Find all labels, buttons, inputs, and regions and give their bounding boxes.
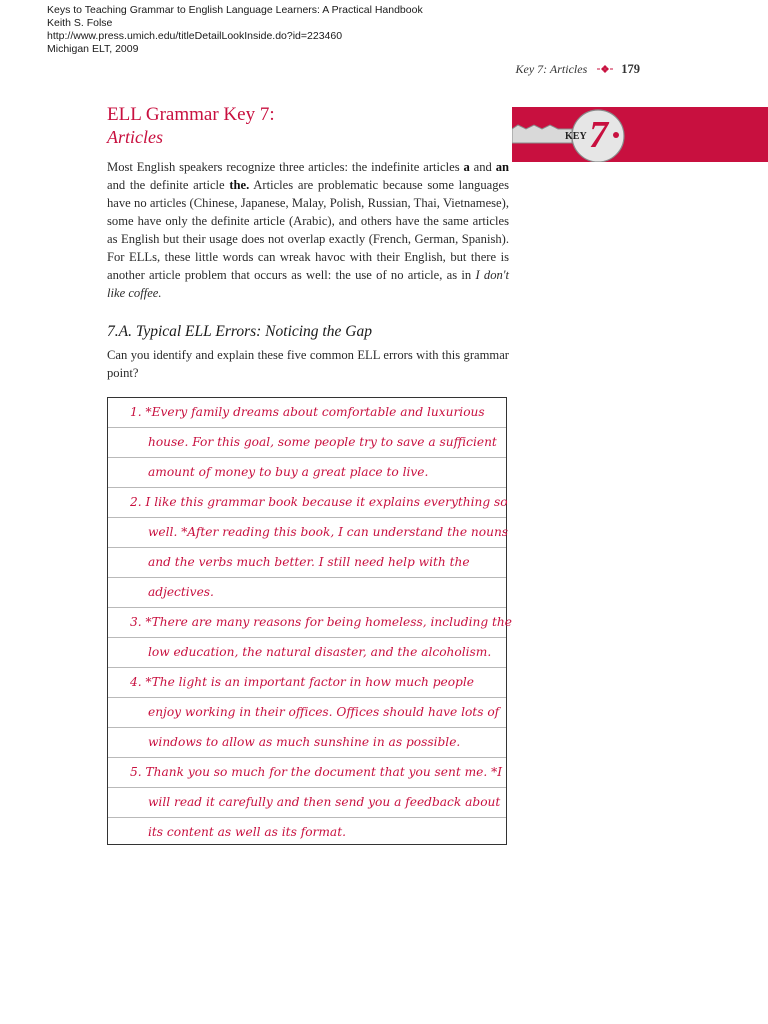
diamond-ornament-icon [596,64,614,74]
key-label: KEY [565,131,587,142]
error-line [108,788,506,818]
error-line [108,638,506,668]
intro-paragraph: Most English speakers recognize three articles: the indefinite articles a and an and the definite article the. Articles are problematic because some languages have no articles (Chinese, Japanese, Malay, Polish, Russian, Thai, Vietnamese), some have only the definite article (Arabic), and others have the same articles as English but their usage does not overlap exactly (French, German, Spanish). For ELLs, these little words can wreak havoc with their English, but there is another article problem that occurs as well: the use of no article, as in I don't like coffee. [107,160,509,300]
error-line-text: 5. Thank you so much for the document that you sent me. *I [130,765,503,779]
error-line-text: amount of money to buy a great place to live. [148,465,429,479]
error-line-text: house. For this goal, some people try to save a sufficient [148,435,497,449]
running-head-title: Key 7: Articles [515,62,588,76]
error-line-text: windows to allow as much sunshine in as possible. [148,735,461,749]
error-line-text: 2. I like this grammar book because it explains everything so [130,495,508,509]
error-line [108,398,506,428]
key-dot [613,132,619,138]
title-line-2: Articles [107,127,163,147]
error-line-text: low education, the natural disaster, and the alcoholism. [148,645,492,659]
source-info [47,4,423,56]
error-line-text: will read it carefully and then send you a feedback about [148,795,501,809]
key-banner [512,107,768,162]
error-line [108,758,506,788]
section-heading: 7.A. Typical ELL Errors: Noticing the Gap [107,323,372,340]
error-line [108,488,506,518]
error-line [108,818,506,848]
error-line [108,698,506,728]
error-line-text: well. *After reading this book, I can understand the nouns [148,525,509,539]
error-line [108,518,509,548]
error-examples-box [107,397,512,845]
page-title [107,104,275,148]
error-line-text: 1. *Every family dreams about comfortable and luxurious [130,405,485,419]
error-line [108,728,506,758]
page-number: 179 [621,62,640,76]
error-line [108,578,506,608]
question-paragraph: Can you identify and explain these five common ELL errors with this grammar point? [107,348,509,380]
error-line [108,608,512,638]
author: Keith S. Folse [47,17,113,29]
running-head [470,62,640,77]
book-title: Keys to Teaching Grammar to English Language Learners: A Practical Handbook [47,4,423,16]
source-url[interactable]: http://www.press.umich.edu/titleDetailLookInside.do?id=223460 [47,30,343,42]
error-line [108,668,506,698]
key-number: 7 [589,114,608,156]
error-line-text: 4. *The light is an important factor in how much people [130,675,474,689]
error-line-text: adjectives. [148,585,214,599]
error-line-text: enjoy working in their offices. Offices should have lots of [148,705,500,719]
error-line [108,548,506,578]
error-line-text: and the verbs much better. I still need help with the [148,555,470,569]
error-line [108,458,506,488]
publisher: Michigan ELT, 2009 [47,43,139,55]
error-line-text: its content as well as its format. [148,825,346,839]
error-line [108,428,506,458]
error-line-text: 3. *There are many reasons for being homeless, including the [130,615,512,629]
key-icon [512,107,768,162]
title-line-1: ELL Grammar Key 7: [107,104,275,125]
